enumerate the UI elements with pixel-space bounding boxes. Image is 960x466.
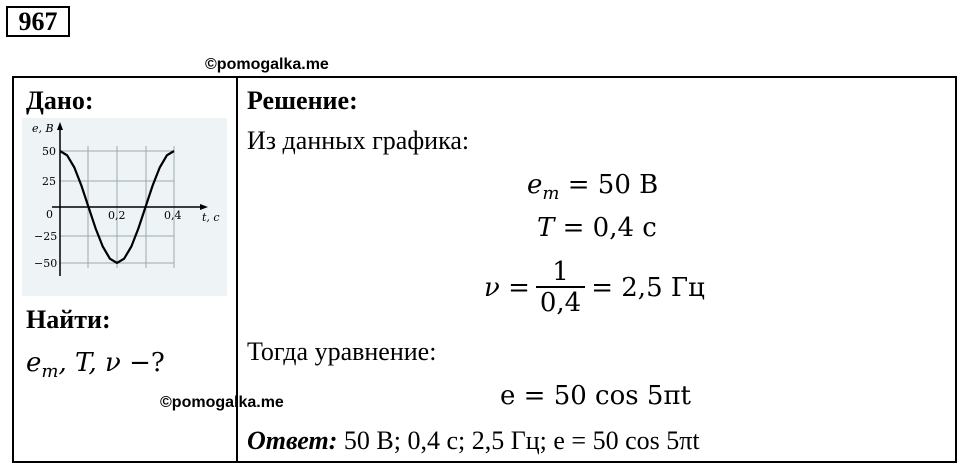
watermark-top: ©pomogalka.me: [205, 56, 329, 73]
from-graph-text: Из данных графика:: [247, 126, 470, 155]
emf-graph: [22, 118, 227, 296]
y-tick-neg50: −50: [34, 257, 58, 270]
nu-numerator: 1: [552, 257, 569, 287]
then-equation-text: Тогда уравнение:: [247, 337, 437, 366]
equation: e = 50 cos 5πt: [500, 381, 691, 411]
nu-denominator: 0,4: [536, 286, 585, 318]
nu-rhs: = 2,5 Гц: [591, 273, 705, 303]
y-axis-label: e, В: [32, 122, 54, 135]
find-expression: $e_m$, T, ν −?: [26, 348, 165, 383]
period-value: T = 0,4 с: [537, 213, 657, 243]
frequency-formula: [484, 256, 705, 320]
y-tick-neg25: −25: [34, 230, 58, 243]
nu-fraction: [536, 258, 585, 318]
x-tick-04: 0,4: [164, 209, 182, 222]
y-tick-50: 50: [42, 145, 56, 158]
nu-lhs: ν =: [484, 273, 530, 303]
em-value: $e_m = 50$ В: [527, 170, 659, 205]
answer-text: 50 В; 0,4 с; 2,5 Гц; e = 50 cos 5πt: [337, 426, 700, 455]
x-tick-02: 0,2: [108, 209, 126, 222]
watermark-bottom: ©pomogalka.me: [160, 394, 284, 411]
y-tick-0: 0: [46, 208, 53, 221]
answer-label: Ответ:: [247, 426, 338, 455]
answer-line: [247, 426, 700, 456]
problem-number: 967: [6, 6, 70, 37]
solution-heading: Решение:: [247, 86, 358, 115]
y-tick-25: 25: [42, 175, 56, 188]
find-heading: Найти:: [26, 305, 111, 334]
x-axis-label: t, с: [202, 211, 220, 224]
given-heading: Дано:: [26, 86, 94, 115]
